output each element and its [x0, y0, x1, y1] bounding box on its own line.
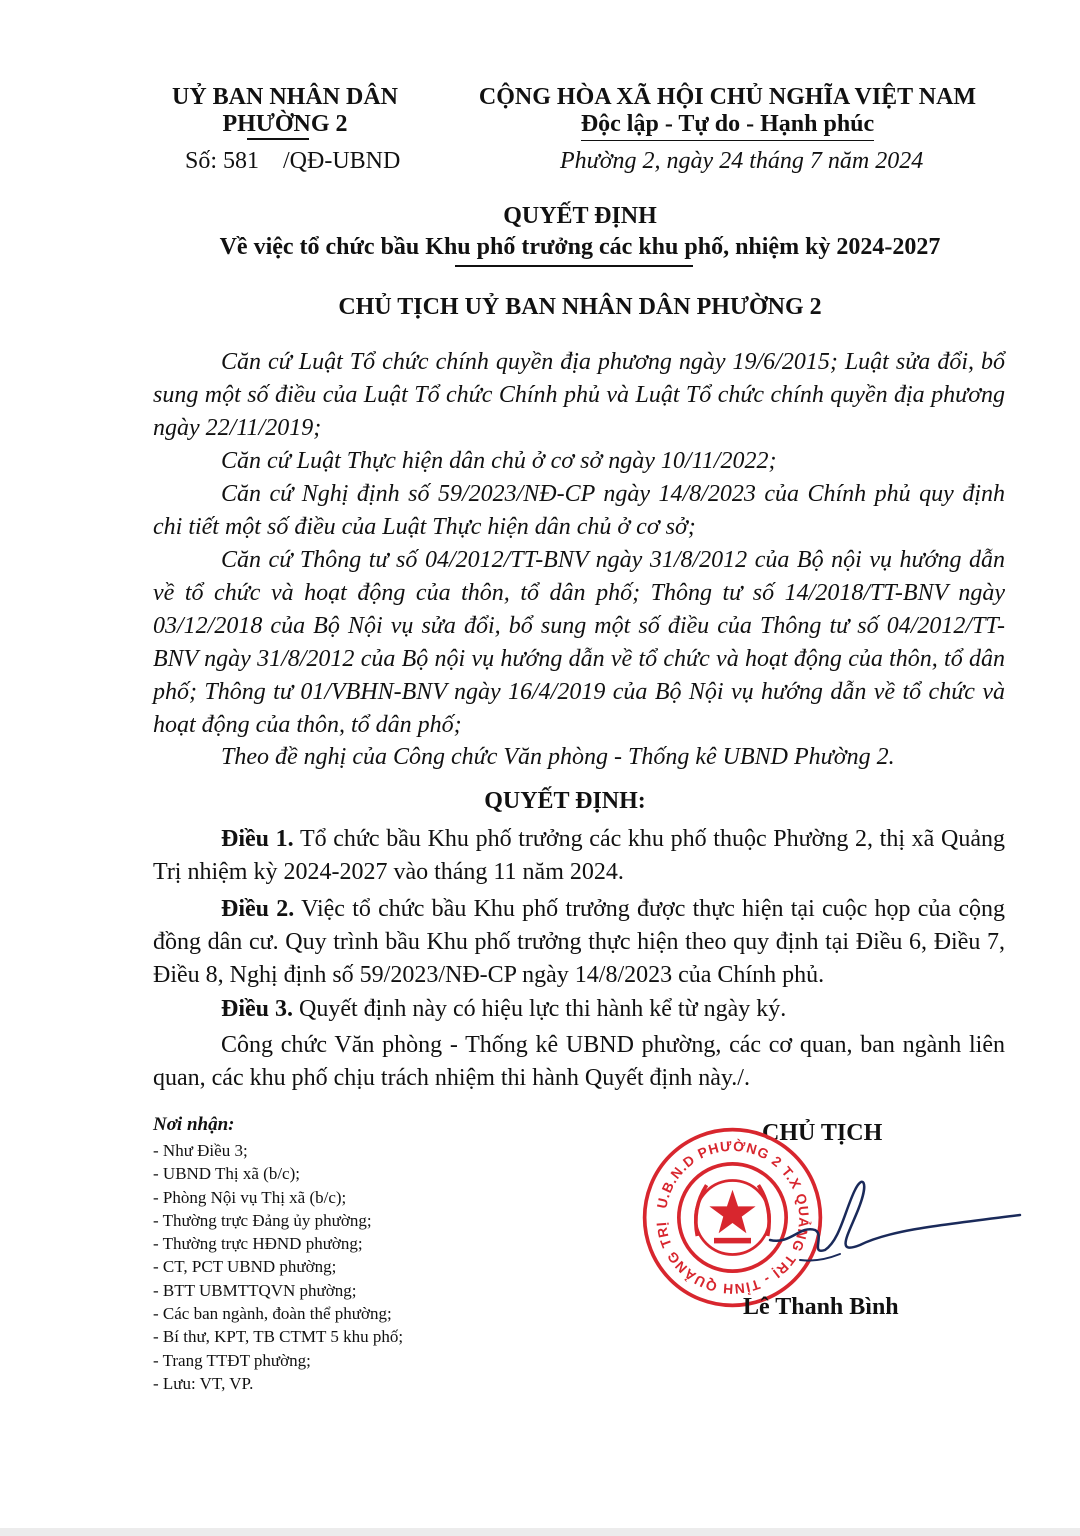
article-label: Điều 1. [221, 826, 294, 852]
recipient-item: - Lưu: VT, VP. [153, 1373, 254, 1393]
article-label: Điều 2. [221, 896, 295, 922]
recipients-title: Nơi nhận: [153, 1114, 235, 1135]
recipient-item: - CT, PCT UBND phường; [153, 1257, 337, 1277]
recipient-item: - Thường trực HĐND phường; [153, 1234, 363, 1254]
recipient-item: - BTT UBMTTQVN phường; [153, 1280, 357, 1300]
article-1 [153, 823, 1005, 889]
article-text: Việc tổ chức bầu Khu phố trưởng được thực hiện tại cuộc họp của cộng đồng dân cư. Quy trình bầu Khu phố trưởng thực hiện theo quy định tại Điều 6, Điều 7, Điều 8, Nghị định số 59/2023/NĐ-CP ngày 14/8/2023 của Chính phủ. [153, 896, 1006, 988]
preamble-item: Căn cứ Luật Tổ chức chính quyền địa phương ngày 19/6/2015; Luật sửa đổi, bổ sung một số điều của Luật Tổ chức Chính phủ và Luật Tổ chức chính quyền địa phương ngày 22/11/2019; [153, 349, 1005, 441]
document-type: QUYẾT ĐỊNH [503, 203, 657, 229]
org-underline [247, 138, 309, 140]
place-and-date: Phường 2, ngày 24 tháng 7 năm 2024 [560, 148, 924, 174]
issuing-authority-title: CHỦ TỊCH UỶ BAN NHÂN DÂN PHƯỜNG 2 [338, 294, 822, 320]
article-3 [153, 993, 1005, 1026]
handwritten-signature [740, 1170, 1040, 1290]
article-text: Quyết định này có hiệu lực thi hành kể từ ngày ký. [299, 996, 787, 1022]
org-name-line1: UỶ BAN NHÂN DÂN [172, 84, 398, 110]
article-text: Tổ chức bầu Khu phố trưởng các khu phố thuộc Phường 2, thị xã Quảng Trị nhiệm kỳ 2024-2027 vào tháng 11 năm 2024. [153, 826, 1005, 885]
document-subject: Về việc tổ chức bầu Khu phố trưởng các khu phố, nhiệm kỳ 2024-2027 [219, 234, 941, 260]
national-header [450, 84, 1005, 141]
recipient-item: - Phòng Nội vụ Thị xã (b/c); [153, 1187, 347, 1207]
nation-name: CỘNG HÒA XÃ HỘI CHỦ NGHĨA VIỆT NAM [478, 84, 977, 110]
preamble-item: Căn cứ Luật Thực hiện dân chủ ở cơ sở ngày 10/11/2022; [221, 448, 777, 474]
svg-text:U.B.N.D PHƯỜNG 2 T.X QUẢNG TRỊ: U.B.N.D PHƯỜNG 2 T.X QUẢNG TRỊ - TỈNH QUẢNG TRỊ [652, 1137, 813, 1298]
issuing-authority [150, 84, 420, 138]
signer-name: Lê Thanh Bình [743, 1294, 899, 1320]
recipient-item: - UBND Thị xã (b/c); [153, 1164, 300, 1184]
subject-underline [455, 265, 693, 267]
preamble-item: Theo đề nghị của Công chức Văn phòng - Thống kê UBND Phường 2. [221, 744, 895, 770]
page-bottom-edge [0, 1528, 1080, 1536]
article-2 [153, 893, 1005, 992]
article-label: Điều 3. [221, 996, 293, 1022]
recipient-item: - Như Điều 3; [153, 1141, 248, 1160]
recipients-list [153, 1139, 403, 1395]
recipient-item: - Các ban ngành, đoàn thể phường; [153, 1304, 392, 1324]
recipient-item: - Thường trực Đảng ủy phường; [153, 1210, 372, 1230]
recipient-item: - Trang TTĐT phường; [153, 1350, 311, 1370]
preamble-item: Căn cứ Nghị định số 59/2023/NĐ-CP ngày 14/8/2023 của Chính phủ quy định chi tiết một số điều của Luật Thực hiện dân chủ ở cơ sở; [153, 481, 1005, 540]
recipient-item: - Bí thư, KPT, TB CTMT 5 khu phố; [153, 1327, 404, 1347]
national-motto: Độc lập - Tự do - Hạnh phúc [581, 111, 874, 141]
org-name-line2: PHƯỜNG 2 [222, 111, 348, 137]
preamble-item: Căn cứ Thông tư số 04/2012/TT-BNV ngày 31/8/2012 của Bộ nội vụ hướng dẫn về tổ chức và hoạt động của thôn, tổ dân phố; Thông tư số 14/2018/TT-BNV ngày 03/12/2018 của Bộ Nội vụ sửa đổi, bổ sung một số điều của Thông tư số 04/2012/TT-BNV ngày 31/8/2012 của Bộ nội vụ hướng dẫn về tổ chức và hoạt động của thôn, tổ dân phố; Thông tư 01/VBHN-BNV ngày 16/4/2019 của Bộ Nội vụ hướng dẫn về tổ chức và hoạt động của thôn, tổ dân phố; [153, 547, 1005, 738]
decision-heading: QUYẾT ĐỊNH: [484, 788, 646, 814]
signer-position: CHỦ TỊCH [762, 1120, 883, 1146]
document-number: Số: 581 /QĐ-UBND [185, 148, 401, 174]
closing-paragraph: Công chức Văn phòng - Thống kê UBND phường, các cơ quan, ban ngành liên quan, các khu phố chịu trách nhiệm thi hành Quyết định này./. [153, 1032, 1005, 1091]
